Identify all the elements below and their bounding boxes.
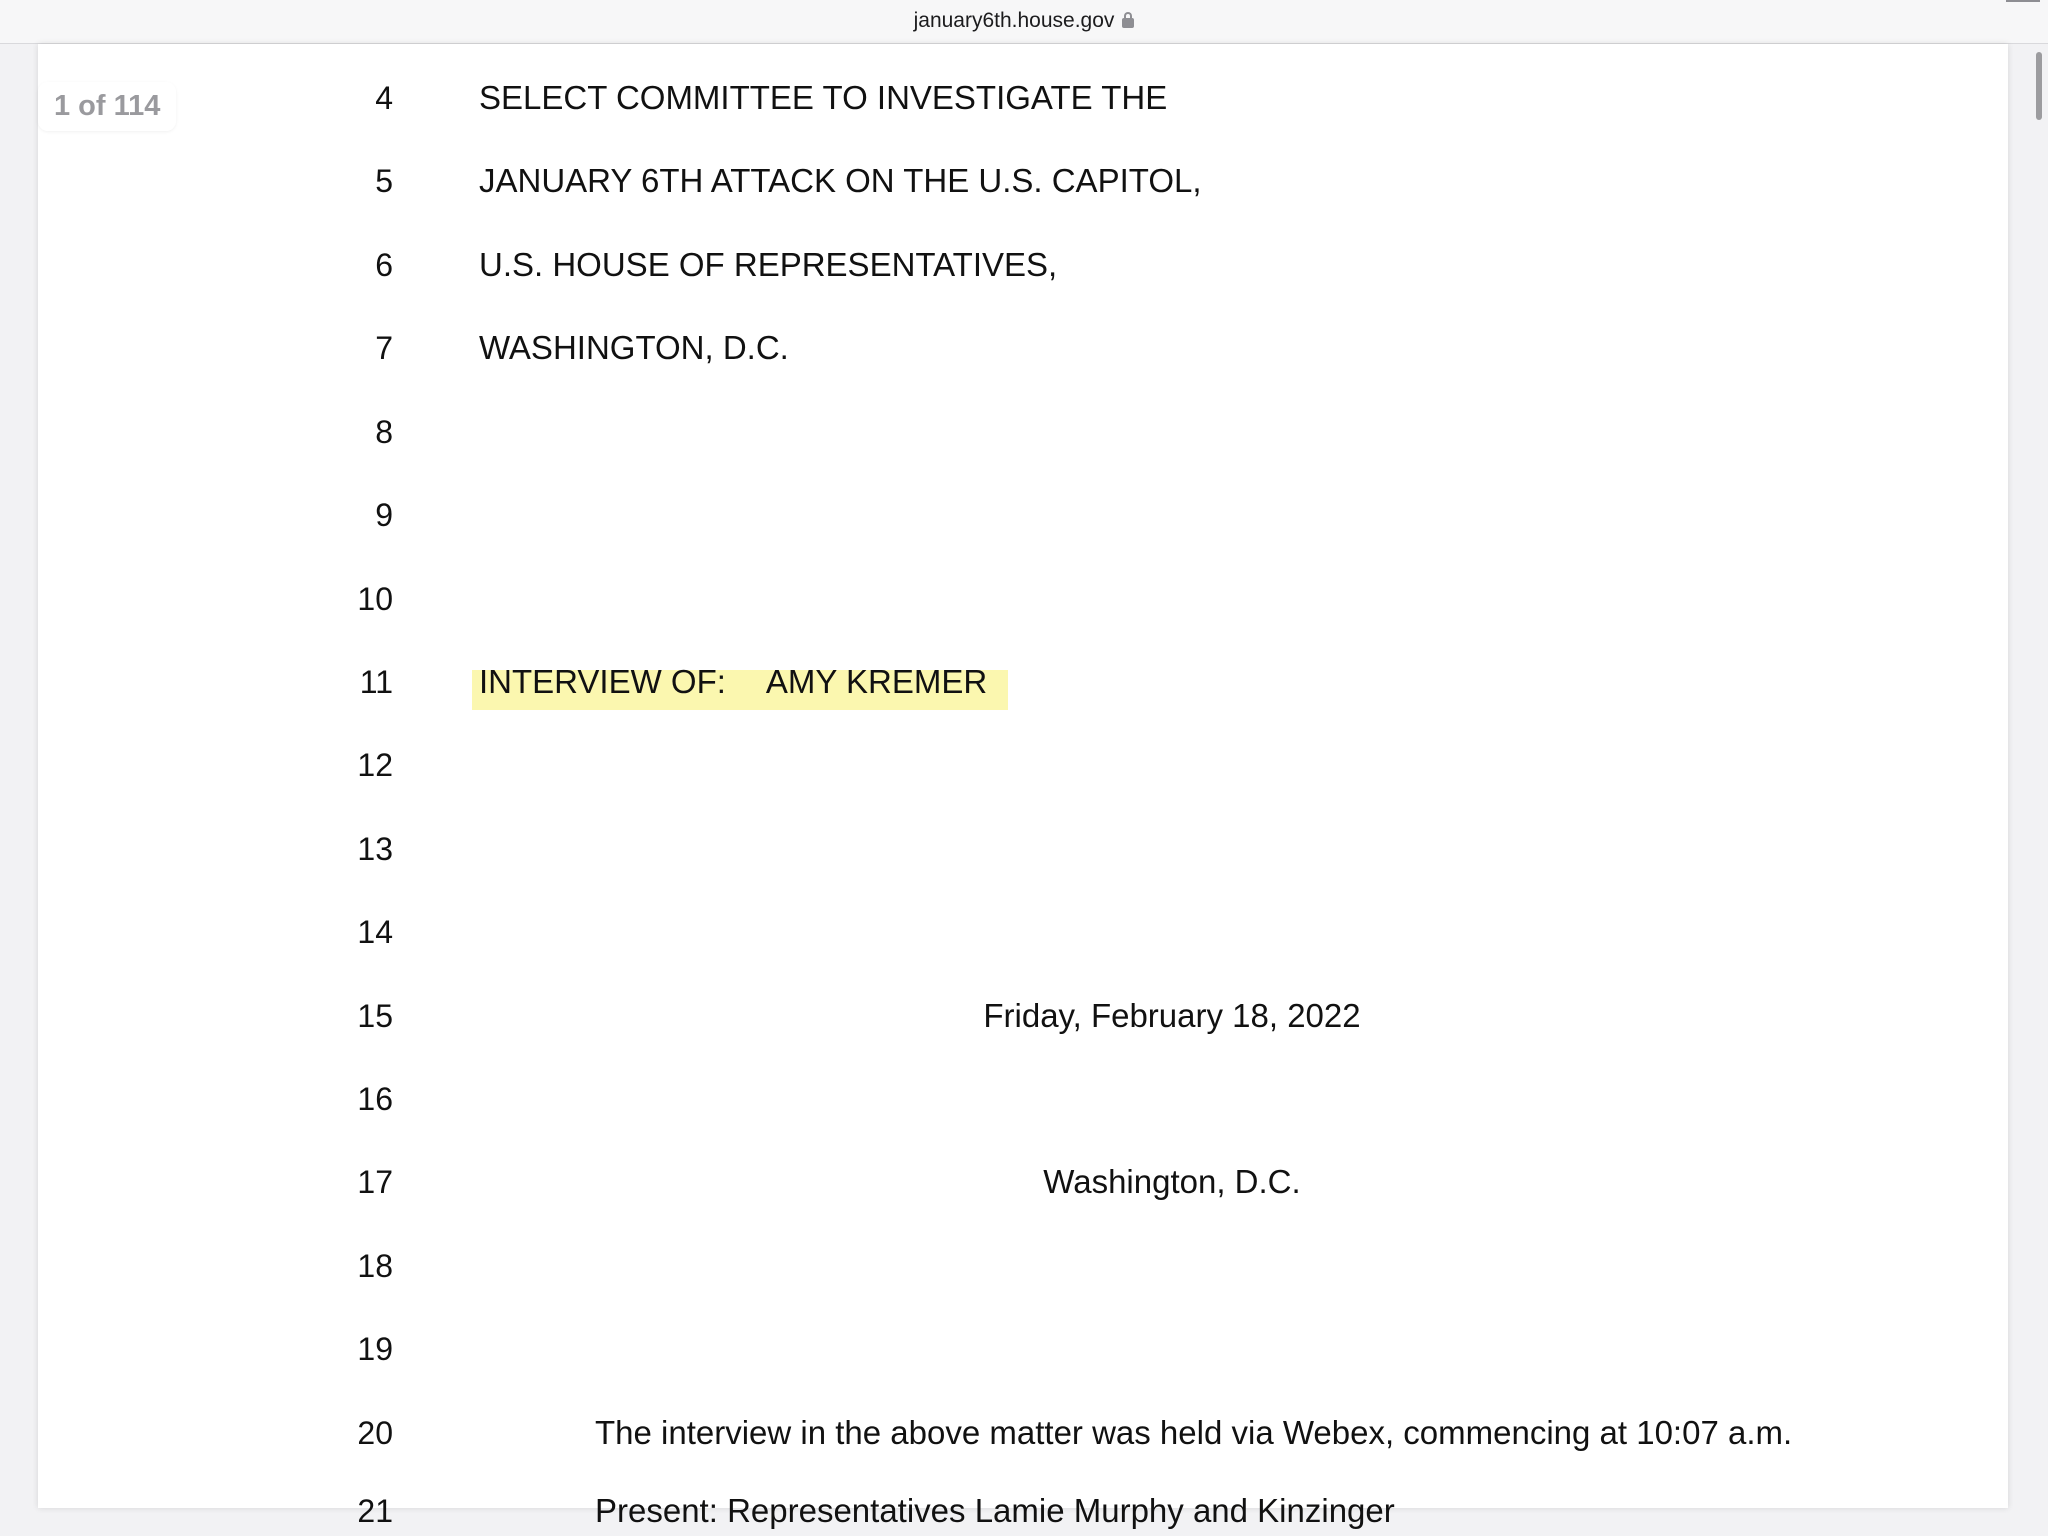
line-number: 18 — [357, 1248, 393, 1284]
line-number: 21 — [357, 1493, 393, 1529]
interview-label: INTERVIEW OF: — [479, 663, 726, 700]
interview-line — [479, 657, 987, 707]
lock-icon — [1122, 18, 1134, 28]
document-line — [0, 407, 2048, 457]
line-text: U.S. HOUSE OF REPRESENTATIVES, — [479, 246, 1058, 283]
line-number: 13 — [357, 831, 393, 867]
line-number: 15 — [357, 998, 393, 1034]
line-number: 11 — [359, 664, 393, 700]
document-line — [0, 1408, 2048, 1458]
document-line — [0, 1157, 2048, 1207]
line-number: 4 — [375, 80, 393, 116]
line-text: SELECT COMMITTEE TO INVESTIGATE THE — [479, 79, 1168, 116]
line-text: Present: Representatives Lamie Murphy and Kinzinger — [595, 1492, 1395, 1529]
document-line — [0, 574, 2048, 624]
document-line — [0, 1241, 2048, 1291]
line-text: The interview in the above matter was held via Webex, commencing at 10:07 a.m. — [595, 1414, 1793, 1451]
document-line — [0, 323, 2048, 373]
line-number: 12 — [357, 747, 393, 783]
line-number: 20 — [357, 1415, 393, 1451]
line-number: 19 — [357, 1331, 393, 1367]
line-number: 17 — [357, 1164, 393, 1200]
line-number: 9 — [375, 497, 393, 533]
line-number: 10 — [357, 581, 393, 617]
url-text[interactable]: january6th.house.gov — [913, 9, 1115, 32]
line-number: 16 — [357, 1081, 393, 1117]
document-line — [0, 156, 2048, 206]
document-line-interview — [0, 657, 2048, 707]
line-text: WASHINGTON, D.C. — [479, 329, 789, 366]
interview-location: Washington, D.C. — [1043, 1163, 1301, 1200]
document-line — [0, 490, 2048, 540]
line-number: 5 — [375, 163, 393, 199]
document-line — [0, 991, 2048, 1041]
document-line — [0, 240, 2048, 290]
line-text: JANUARY 6TH ATTACK ON THE U.S. CAPITOL, — [479, 162, 1202, 199]
line-number: 6 — [375, 247, 393, 283]
document-line — [0, 740, 2048, 790]
line-number: 8 — [375, 414, 393, 450]
document-line — [0, 1074, 2048, 1124]
interview-date: Friday, February 18, 2022 — [983, 997, 1361, 1034]
document-line — [0, 1324, 2048, 1374]
document-line — [0, 824, 2048, 874]
interviewee-name: AMY KREMER — [765, 663, 988, 700]
line-number: 14 — [357, 914, 393, 950]
document-line — [0, 907, 2048, 957]
browser-url-bar[interactable] — [0, 0, 2048, 44]
document-line-partial — [0, 1486, 2048, 1536]
window-edge-mark — [2006, 0, 2040, 2]
page-indicator: 1 of 114 — [38, 82, 176, 131]
url-display[interactable] — [0, 9, 2048, 33]
document-line — [0, 73, 2048, 123]
line-number: 7 — [375, 330, 393, 366]
